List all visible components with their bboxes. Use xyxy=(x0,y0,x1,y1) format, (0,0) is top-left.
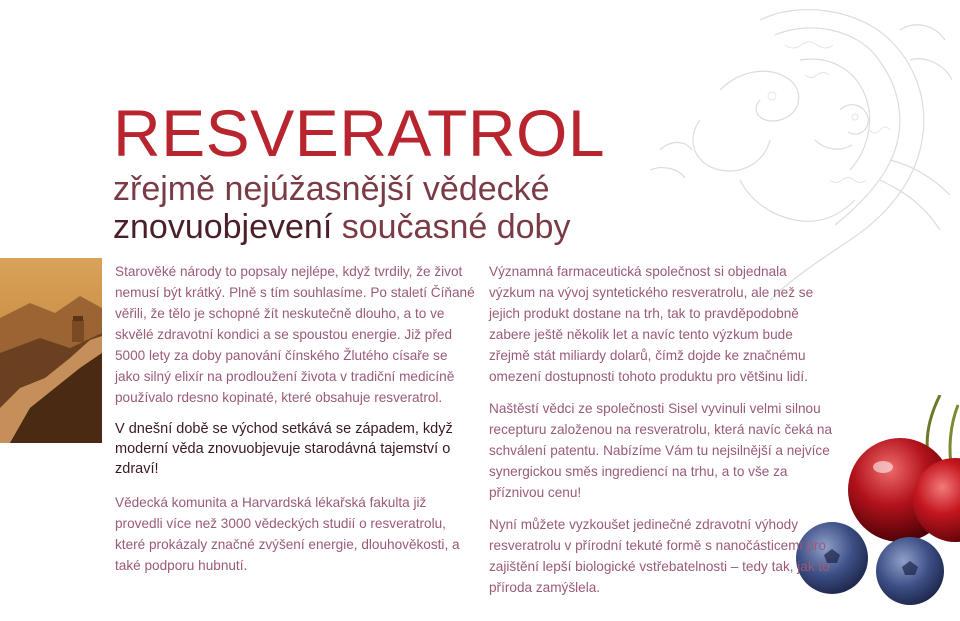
left-text-column xyxy=(115,261,475,587)
right-paragraph-1: Významná farmaceutická společnost si objednala výzkum na vývoj syntetického resveratrolu, ale než se jejich produkt dostane na trh, tak to pravděpodobně zabere ještě několik let a navíc tento výzkum bude zřejmě stát miliardy dolarů, čímž dojde ke značnému omezení dostupnosti tohoto produktu pro většinu lidí. xyxy=(489,264,814,384)
right-text-column xyxy=(489,261,834,609)
subtitle-rest: současné doby xyxy=(332,208,571,246)
right-paragraph-3: Nyní můžete vyzkoušet jedinečné zdravotní výhody resveratrolu v přírodní tekuté formě s nanočásticemi pro zajištění lepší biologické vstřebatelnosti – tedy tak, jak to příroda zamýšlela. xyxy=(489,517,830,595)
subtitle-line1: zřejmě nejúžasnější vědecké xyxy=(113,170,550,208)
right-paragraph-2: Naštěstí vědci ze společnosti Sisel vyvinuli velmi silnou recepturu založenou na resveratrolu, která navíc čeká na schválení patentu. Nabízíme Vám tu nejsilnější a nejvíce synergickou směs ingrediencí na trhu, a to vše za příznivou cenu! xyxy=(489,401,833,500)
subtitle-bold: znovuobjevení xyxy=(113,208,333,246)
left-paragraph-2: V dnešní době se východ setkává se západem, když moderní věda znovuobjevuje starodávná tajemství o zdraví! xyxy=(115,421,453,477)
dragon-sketch-image xyxy=(600,0,960,300)
page-subtitle xyxy=(113,170,570,246)
left-paragraph-3: Vědecká komunita a Harvardská lékařská fakulta již provedli více než 3000 vědeckých studií o resveratrolu, které prokázaly značné zvýšení energie, dlouhověkosti, a také podporu hubnutí. xyxy=(115,495,460,573)
page-title: RESVERATROL xyxy=(113,96,606,170)
great-wall-photo xyxy=(0,258,102,443)
left-paragraph-1: Starověké národy to popsaly nejlépe, když tvrdily, že život nemusí být krátký. Plně s tím souhlasíme. Po staletí Číňané věřili, že tělo je schopné žít neskutečně dlouho, a to ve skvělé zdravotní kondici a se spoustou energie. Již před 5000 lety za doby panování čínského Žlutého císaře se jako silný elixír na prodloužení života v tradiční medicíně používalo rdesno kopinaté, které obsahuje resveratrol. xyxy=(115,264,475,405)
